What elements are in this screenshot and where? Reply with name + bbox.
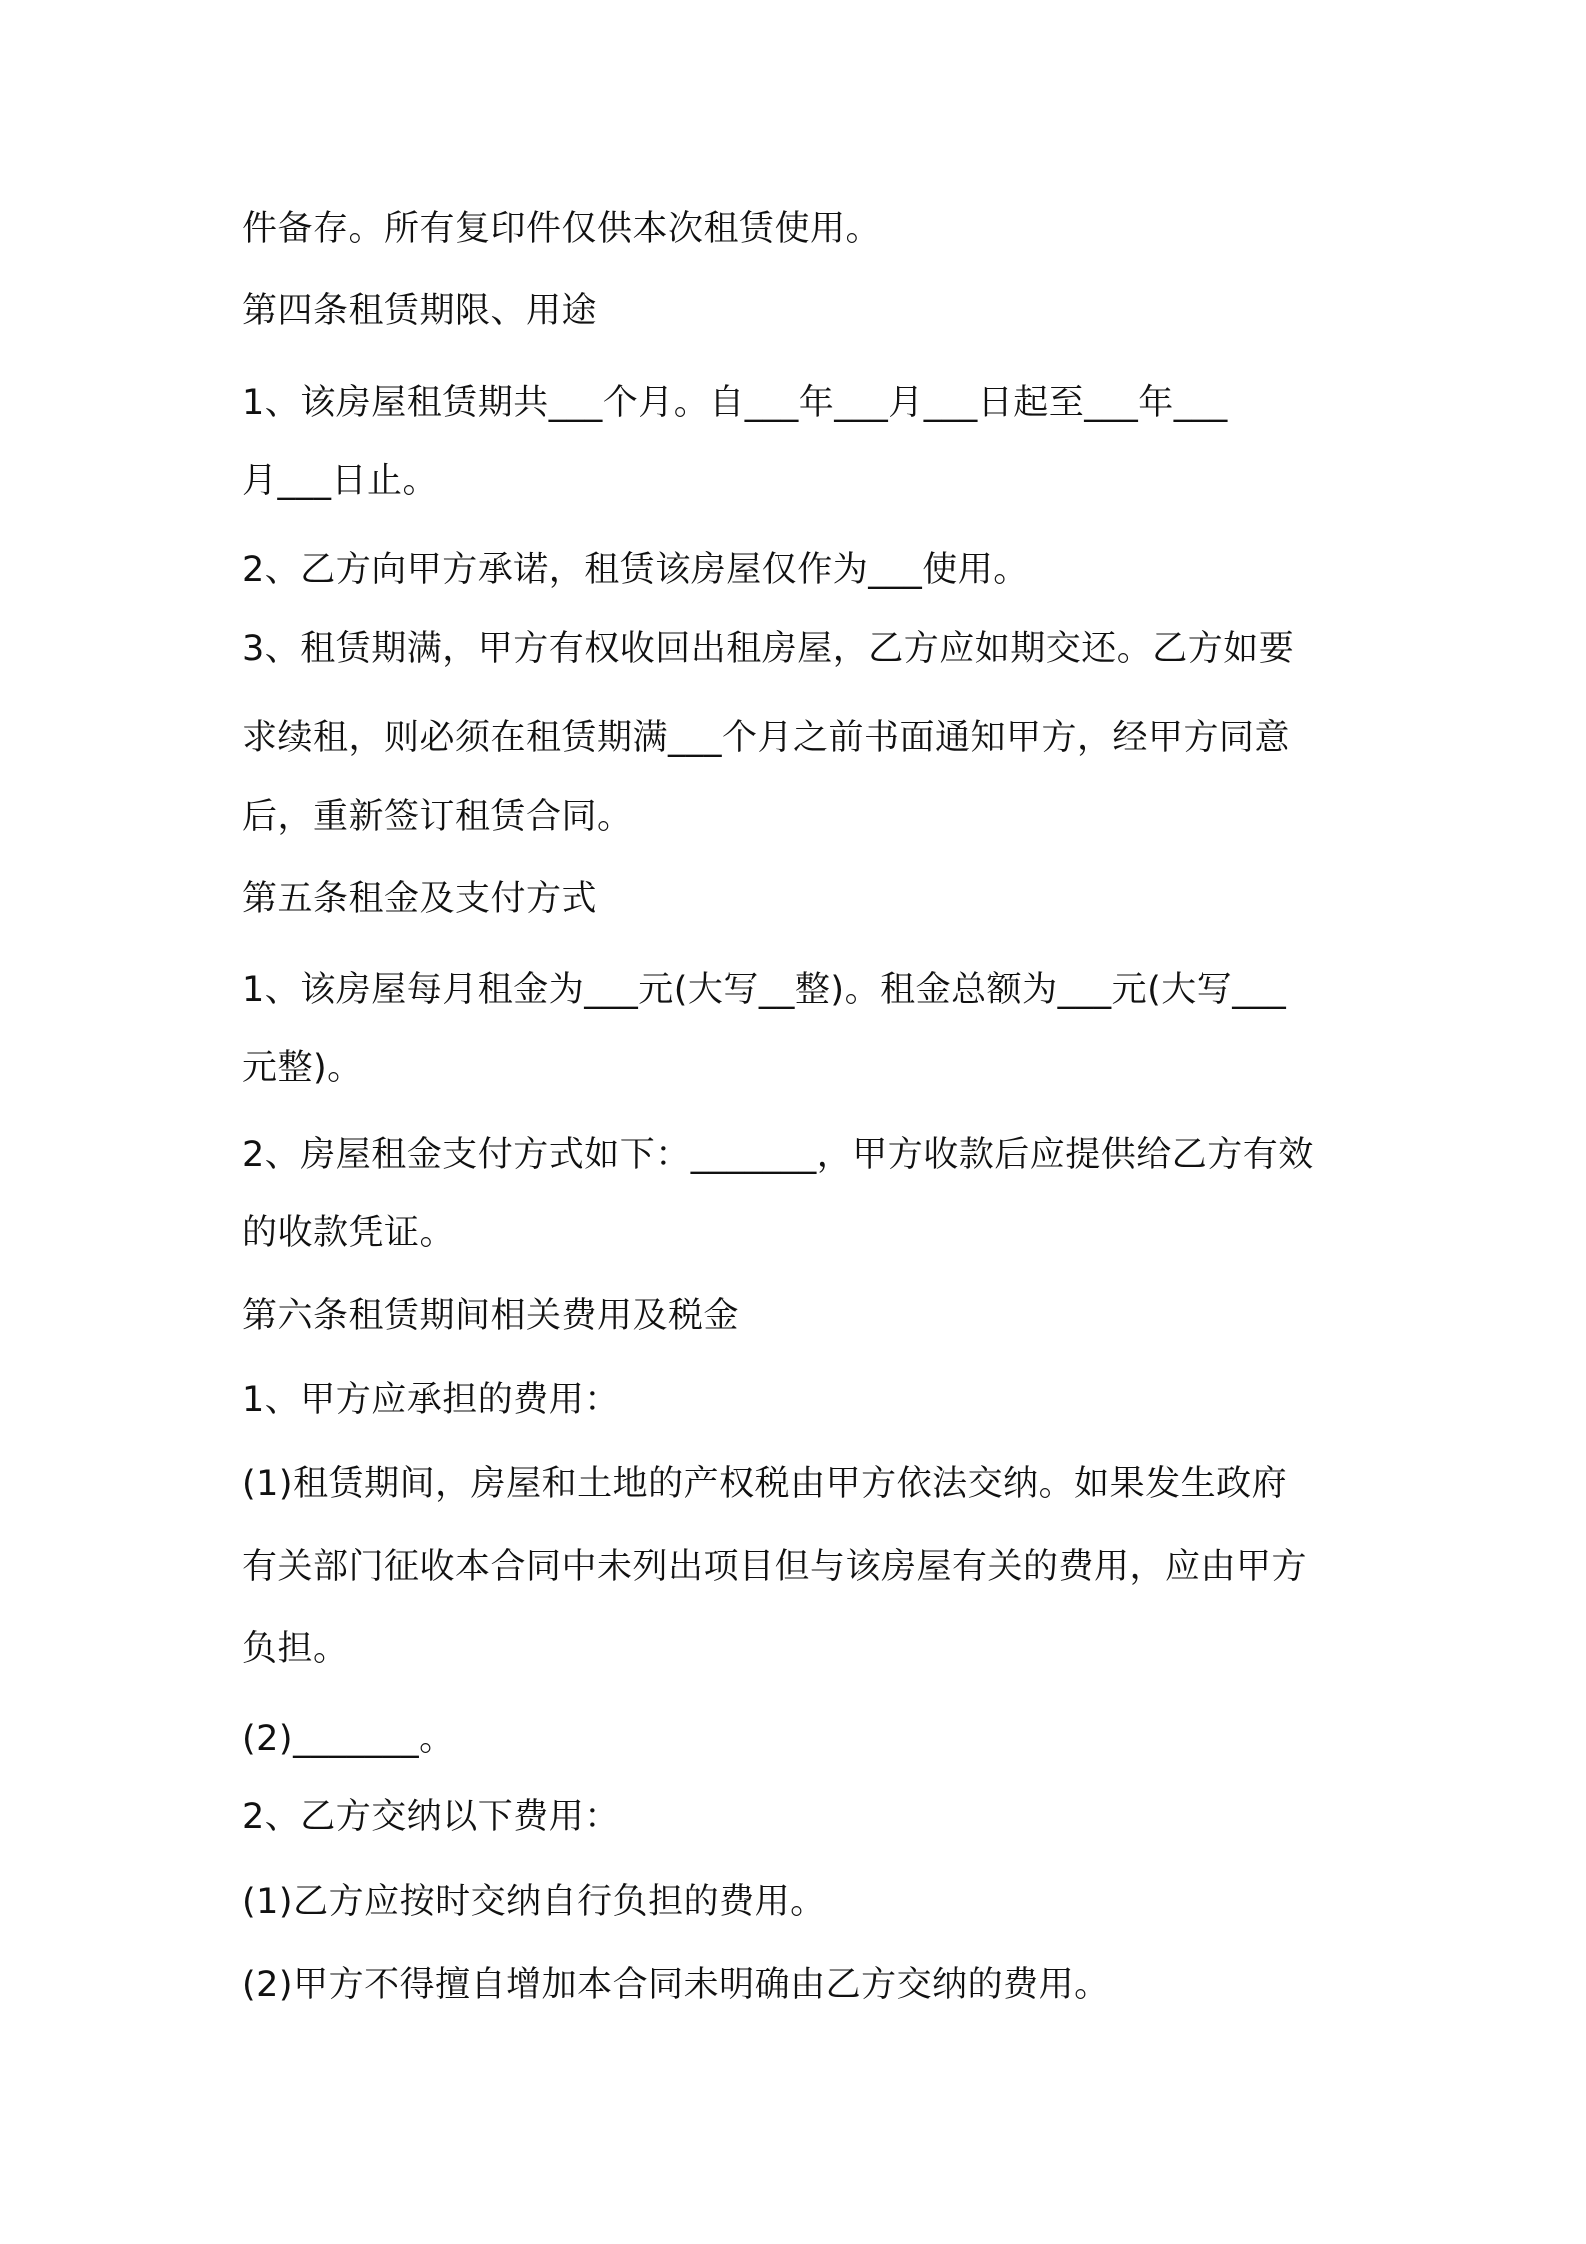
article-4-item-3-continued-2: 后，重新签订租赁合同。 xyxy=(242,797,633,837)
article-4-item-3-continued-1: 求续租，则必须在租赁期满___个月之前书面通知甲方，经甲方同意 xyxy=(242,718,1291,758)
article-6-item-1-sub-1-continued-1: 有关部门征收本合同中未列出项目但与该房屋有关的费用，应由甲方 xyxy=(242,1547,1308,1587)
article-5-item-1-continued: 元整)。 xyxy=(242,1048,363,1088)
article-6-item-1-sub-1: (1)租赁期间，房屋和土地的产权税由甲方依法交纳。如果发生政府 xyxy=(242,1464,1288,1504)
article-6-item-2-sub-2: (2)甲方不得擅自增加本合同未明确由乙方交纳的费用。 xyxy=(242,1965,1110,2005)
article-6-item-2: 2、乙方交纳以下费用： xyxy=(242,1797,620,1837)
article-5-heading: 第五条租金及支付方式 xyxy=(242,879,598,919)
article-6-item-1: 1、甲方应承担的费用： xyxy=(242,1380,620,1420)
article-4-heading: 第四条租赁期限、用途 xyxy=(242,291,598,331)
article-5-item-2-continued: 的收款凭证。 xyxy=(242,1213,456,1253)
article-4-item-1: 1、该房屋租赁期共___个月。自___年___月___日起至___年___ xyxy=(242,383,1228,423)
article-6-item-1-sub-1-continued-2: 负担。 xyxy=(242,1629,349,1669)
article-6-item-2-sub-1: (1)乙方应按时交纳自行负担的费用。 xyxy=(242,1882,826,1922)
article-5-item-1: 1、该房屋每月租金为___元(大写__整)。租金总额为___元(大写___ xyxy=(242,970,1287,1010)
article-4-item-3: 3、租赁期满，甲方有权收回出租房屋，乙方应如期交还。乙方如要 xyxy=(242,629,1295,669)
article-6-heading: 第六条租赁期间相关费用及税金 xyxy=(242,1296,740,1336)
article-6-item-1-sub-2: (2)_______。 xyxy=(242,1719,455,1759)
article-5-item-2: 2、房屋租金支付方式如下：_______，甲方收款后应提供给乙方有效 xyxy=(242,1135,1314,1175)
text-line-storage-note: 件备存。所有复印件仅供本次租赁使用。 xyxy=(242,209,882,249)
article-4-item-2: 2、乙方向甲方承诺，租赁该房屋仅作为___使用。 xyxy=(242,550,1029,590)
article-4-item-1-continued: 月___日止。 xyxy=(242,461,439,501)
